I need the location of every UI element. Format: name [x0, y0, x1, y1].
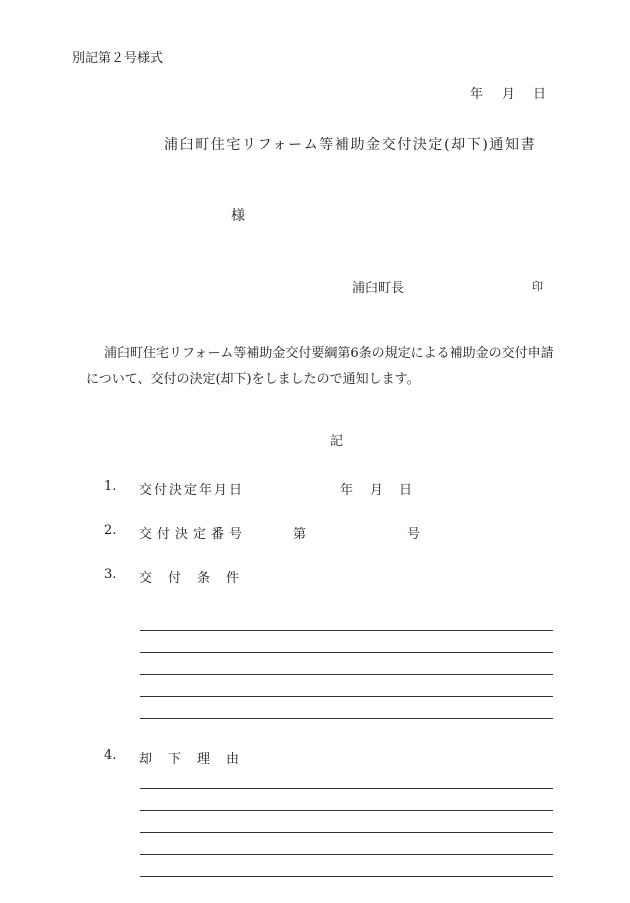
condition-line-1 [140, 630, 553, 631]
ki-heading: 記 [330, 434, 344, 449]
item-1-day: 日 [399, 483, 413, 498]
issue-date-month: 月 [502, 87, 516, 102]
sender-name: 浦臼町長 [352, 281, 405, 296]
form-number-label: 別記第２号様式 [72, 51, 164, 66]
item-2-prefix: 第 [293, 527, 307, 542]
item-1-number: 1. [104, 479, 117, 494]
condition-line-2 [140, 652, 553, 653]
document-title: 浦臼町住宅リフォーム等補助金交付決定(却下)通知書 [164, 137, 537, 153]
item-1-label: 交付決定年月日 [139, 483, 245, 498]
reason-line-4 [140, 854, 553, 855]
condition-line-3 [140, 674, 553, 675]
condition-line-4 [140, 696, 553, 697]
addressee-suffix: 様 [231, 208, 245, 224]
item-4-number: 4. [104, 748, 117, 763]
reason-line-2 [140, 810, 553, 811]
item-2-suffix: 号 [407, 527, 421, 542]
item-3-number: 3. [104, 567, 117, 582]
issue-date-year: 年 [470, 87, 484, 102]
item-4-label: 却下理由 [139, 752, 256, 767]
notice-body-text: 浦臼町住宅リフォーム等補助金交付要綱第6条の規定による補助金の交付申請について、交付の決定(却下)をしましたので通知します。 [86, 346, 554, 387]
notice-body [86, 341, 558, 393]
item-2-number: 2. [104, 523, 117, 538]
reason-line-3 [140, 832, 553, 833]
item-1-month: 月 [370, 483, 384, 498]
reason-line-1 [140, 788, 553, 789]
reason-line-5 [140, 876, 553, 877]
item-2-label: 交付決定番号 [139, 527, 248, 542]
item-1-year: 年 [340, 483, 354, 498]
condition-line-5 [140, 718, 553, 719]
issue-date-day: 日 [533, 87, 547, 102]
seal-mark: 印 [532, 280, 543, 293]
item-3-label: 交付条件 [139, 571, 256, 586]
